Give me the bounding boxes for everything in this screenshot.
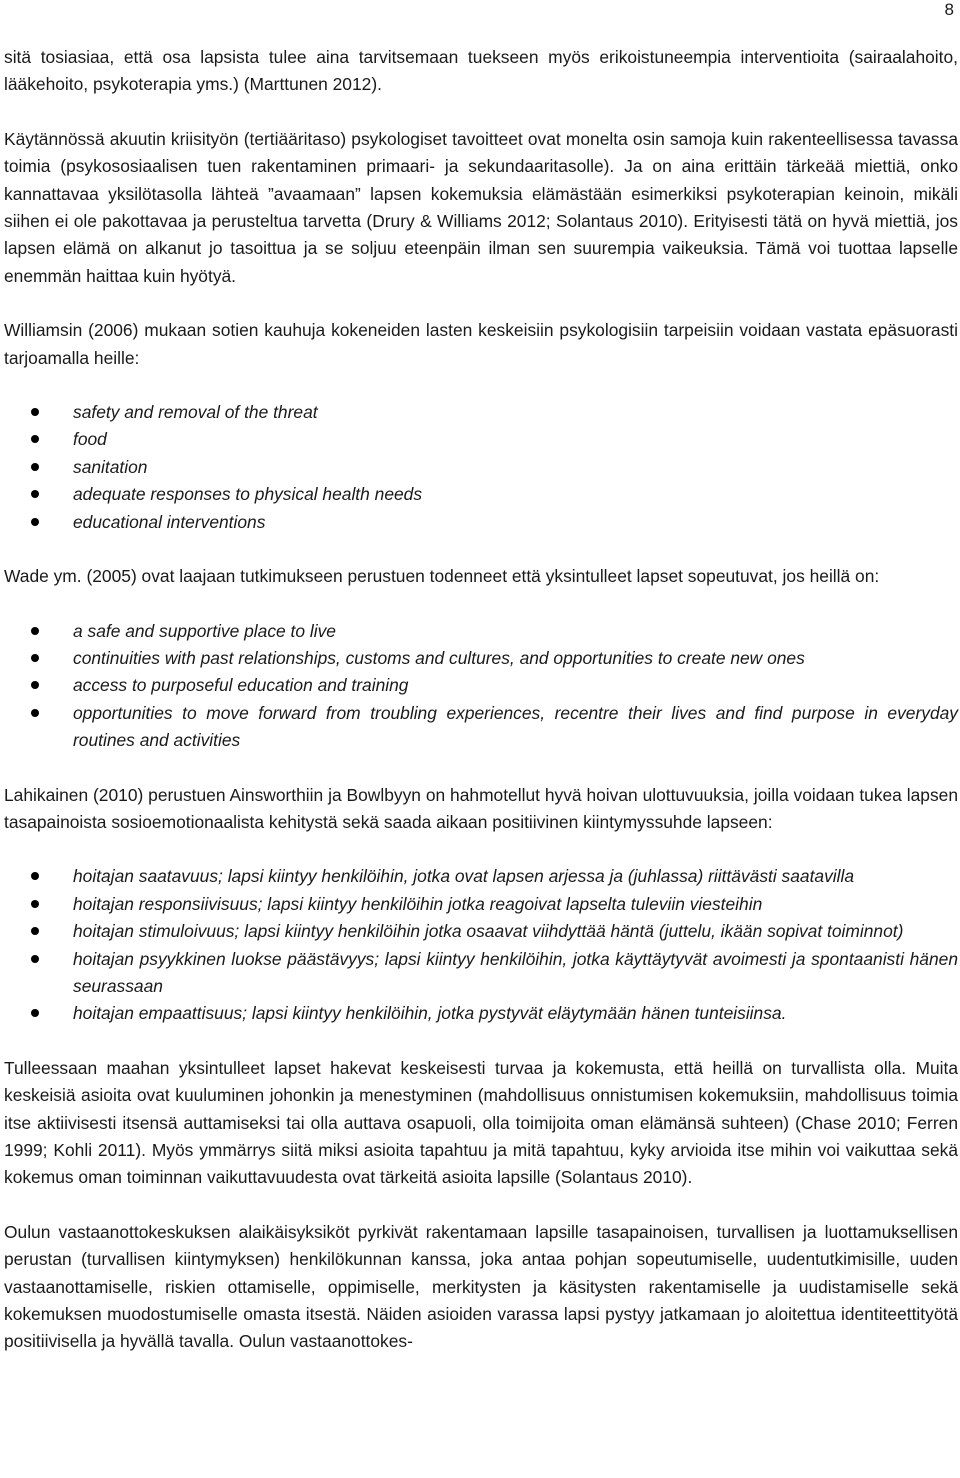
list-item: a safe and supportive place to live [4,618,958,645]
list-item: hoitajan stimuloivuus; lapsi kiintyy henkilöihin jotka osaavat viihdyttää häntä (juttelu, ikään sopivat toiminnot) [4,918,958,945]
paragraph-3: Williamsin (2006) mukaan sotien kauhuja kokeneiden lasten keskeisiin psykologisiin tarpeisiin voidaan vastata epäsuorasti tarjoamalla heille: [4,320,958,368]
list-item: adequate responses to physical health needs [4,481,958,508]
paragraph-2: Käytännössä akuutin kriisityön (tertiääritaso) psykologiset tavoitteet ovat monelta osin samoja kuin rakenteellisessa tavassa toimia (psykososiaalisen tuen rakentaminen primaari- ja sekundaaritasolle). Ja on aina erittäin tärkeää miettiä, onko kannattavaa yksilötasolla lähteä ”avaamaan” lapsen kokemuksia elämästään esimerkiksi psykoterapian keinoin, mikäli siihen ei ole pakottavaa ja perusteltua tarvetta (Drury & Williams 2012; Solantaus 2010). Erityisesti tätä on hyvä miettiä, jos lapsen elämä on alkanut jo tasoittua ja se soljuu eteenpäin ilman sen suurempia vaikeuksia. Tämä voi tuottaa lapselle enemmän haittaa kuin hyötyä. [4,128,958,286]
list-item: hoitajan psyykkinen luokse päästävyys; lapsi kiintyy henkilöihin, jotka käyttäytyvät avoimesti ja spontaanisti hänen seurassaan [4,946,958,1001]
wade-adaptation-list [4,618,958,755]
paragraph-4: Wade ym. (2005) ovat laajaan tutkimukseen perustuen todenneet että yksintulleet lapset sopeutuvat, jos heillä on: [4,566,880,587]
list-item: hoitajan empaattisuus; lapsi kiintyy henkilöihin, jotka pystyvät eläytymään hänen tunteisiinsa. [4,1000,958,1027]
list-item: hoitajan saatavuus; lapsi kiintyy henkilöihin, jotka ovat lapsen arjessa ja (juhlassa) riittävästi saatavilla [4,863,958,890]
paragraph-5: Lahikainen (2010) perustuen Ainsworthiin ja Bowlbyyn on hahmotellut hyvä hoivan ulottuvuuksia, joilla voidaan tukea lapsen tasapainoista sosioemotionaalista kehitystä sekä saada aikaan positiivinen kiintymyssuhde lapseen: [4,784,958,832]
williams-needs-list [4,399,958,536]
list-item: educational interventions [4,509,958,536]
list-item: sanitation [4,454,958,481]
paragraph-1: sitä tosiasiaa, että osa lapsista tulee aina tarvitsemaan tuekseen myös erikoistuneempia interventioita (sairaalahoito, lääkehoito, psykoterapia yms.) (Marttunen 2012). [4,47,958,95]
paragraph-6: Tulleessaan maahan yksintulleet lapset hakevat keskeisesti turvaa ja kokemusta, että heillä on turvallista olla. Muita keskeisiä asioita ovat kuuluminen johonkin ja menestyminen (mahdollisuus onnistumisen kokemuksiin, mahdollisuus toimia itse aktiivisesti itsensä auttamiseksi tai olla auttava osapuoli, olla toimijoita oman elämänsä suhteen) (Chase 2010; Ferren 1999; Kohli 2011). Myös ymmärrys siitä miksi asioita tapahtuu ja mitä tapahtuu, kyky arvioida itse mihin voi vaikuttaa sekä kokemus oman toiminnan vaikuttavuudesta ovat tärkeitä asioita lapsille (Solantaus 2010). [4,1057,958,1188]
list-item: safety and removal of the threat [4,399,958,426]
list-item: continuities with past relationships, customs and cultures, and opportunities to create new ones [4,645,958,672]
paragraph-7: Oulun vastaanottokeskuksen alaikäisyksiköt pyrkivät rakentamaan lapsille tasapainoisen, turvallisen ja luottamuksellisen perustan (turvallisen kiintymyksen) henkilökunnan kanssa, joka antaa pohjan sopeutumiselle, uudentutkimisille, uuden vastaanottamiselle, riskien ottamiselle, oppimiselle, merkitysten ja käsitysten rakentamiselle ja uudistamiselle sekä kokemuksen muodostumiselle omasta itsestä. Näiden asioiden varassa lapsi pystyy jatkamaan jo aloitettua identiteettityötä positiivisella ja hyvällä tavalla. Oulun vastaanottokes- [4,1221,958,1352]
list-item: food [4,426,958,453]
list-item: opportunities to move forward from troubling experiences, recentre their lives and find purpose in everyday routines and activities [4,700,958,755]
care-dimensions-list [4,863,958,1027]
document-body [4,44,958,1356]
list-item: access to purposeful education and training [4,672,958,699]
list-item: hoitajan responsiivisuus; lapsi kiintyy henkilöihin jotka reagoivat lapselta tuleviin viesteihin [4,891,958,918]
page-number: 8 [944,0,954,19]
